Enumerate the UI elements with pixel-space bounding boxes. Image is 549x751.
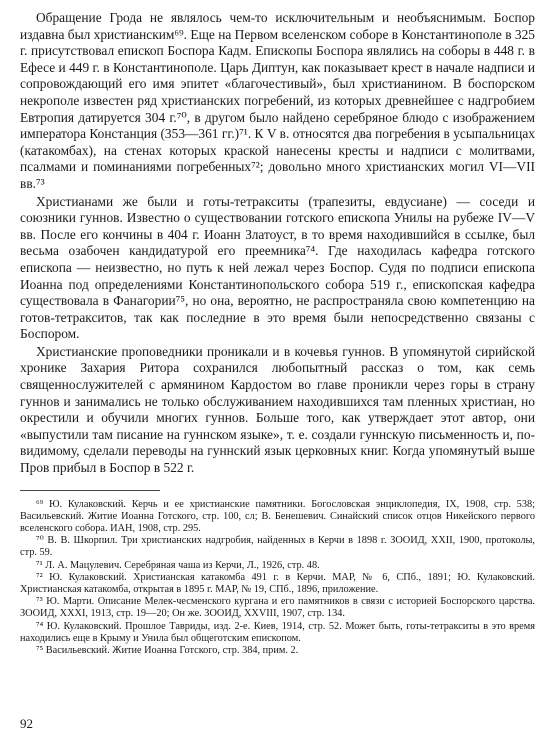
footnote-70: ⁷⁰ В. В. Шкорпил. Три христианских надгробия, найденных в Керчи в 1898 г. ЗООИД, XXII, 1900, протоколы, стр. 59.: [20, 535, 535, 559]
page-number: 92: [20, 716, 33, 731]
paragraph-3: Христианские проповедники проникали и в кочевья гуннов. В упомянутой сирийской хронике Захария Ритора сохранился любопытный рассказ о том, как семь священнослужителей с армянином Кардостом во главе проникли через горы в страну гуннов и занимались не только обслуживанием находившихся там пленных христиан, но окрестили и обучили многих гуннов. Больше того, как утверждает этот автор, они «выпустили там писание на гуннском языке», т. е. создали гуннскую письменность и, по-видимому, сделали переводы на гуннский язык церковных книг. Когда упомянутый выше Пров прибыл в Боспор в 522 г.: [20, 343, 535, 476]
footnote-69: ⁶⁹ Ю. Кулаковский. Керчь и ее христианские памятники. Богословская энциклопедия, IX, 1908, стр. 538; Васильевский. Житие Иоанна Готского, стр. 100, сл; В. Бенешевич. Синайский список отцов Никейского первого вселенского собора. ИАН, 1908, стр. 295.: [20, 498, 535, 535]
footnote-75: ⁷⁵ Васильевский. Житие Иоанна Готского, стр. 384, прим. 2.: [36, 645, 299, 657]
footnote-72: ⁷² Ю. Кулаковский. Христианская катакомба 491 г. в Керчи. МАР, № 6, СПб., 1891; Ю. Кулаковский. Христианская катакомба, открытая в 1895 г. МАР, № 19, СПб., 1896, приложение.: [20, 571, 535, 596]
footnote-71: ⁷¹ Л. А. Мацулевич. Серебряная чаша из Керчи, Л., 1926, стр. 48.: [36, 559, 320, 571]
footnotes: [20, 499, 535, 658]
footnote-divider: [20, 490, 160, 491]
paragraph-2: Христианами же были и готы-тетракситы (трапезиты, евдусиане) — соседи и союзники гуннов. Известно о существовании готского епископа Унилы на рубеже IV—V вв. После его кончины в 404 г. Иоанн Златоуст, в то время находившийся в ссылке, был весьма озабочен кандидатурой его преемника⁷⁴. Где находилась кафедра готского епископа — неизвестно, но путь к ней лежал через Боспор. Судя по подписи епископа Иоанна под определениями Константинопольского собора 519 г., епископская кафедра существовала в Фанагории⁷⁵, но она, вероятно, не распространяла свою компетенцию на готов-тетракситов, так как последние в это время были непосредственно связаны с Боспором.: [20, 193, 535, 342]
footnote-73: ⁷³ Ю. Марти. Описание Мелек-чесменского кургана и его памятников в связи с историей Боспорского царства. ЗООИД, XXXI, 1913, стр. 19—20; Он же. ЗООИД, XXVIII, 1907, стр. 134.: [20, 596, 535, 620]
main-text: [20, 10, 535, 477]
paragraph-1: Обращение Грода не являлось чем-то исключительным и необъяснимым. Боспор издавна был христианским⁶⁹. Еще на Первом вселенском соборе в Константинополе в 325 г. присутствовал епископ Боспора Кадм. Епископы Боспора являлись на соборы в 448 г. в Ефесе и 449 г. в Константинополе. Царь Диптун, как показывает крест в начале надписи и сопровождающий его имя эпитет «благочестивый», был христианином. В боспорском некрополе известен ряд христианских погребений, из которых древнейшее с надгробием Евтропия датируется 304 г.⁷⁰, в другом было найдено серебряное блюдо с изображением императора Констанция (353—361 гг.)⁷¹. К V в. относятся два погребения в усыпальницах (катакомбах), на стенах которых краской нанесены кресты и надписи с молитвами, псалмами и поминаниями погребенных⁷²; довольно много христианских могил VI—VII вв.⁷³: [20, 10, 535, 191]
footnote-74: ⁷⁴ Ю. Кулаковский. Прошлое Тавриды, изд. 2-е. Киев, 1914, стр. 52. Может быть, готы-тетракситы в это время находились еще в Крыму и Унила был общеготским епископом.: [20, 620, 535, 644]
